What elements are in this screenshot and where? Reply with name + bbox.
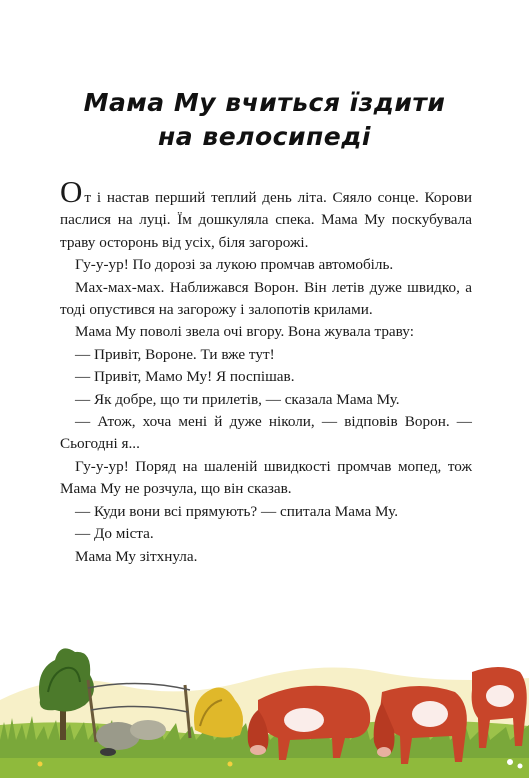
story-paragraph: — До міста. <box>75 525 154 543</box>
story-paragraph: Мах-мах-мах. Наближався Ворон. Він летів дуже швидко, а тоді опустився на загорожу і залопотів крилами. <box>60 278 472 319</box>
meadow-cows-illustration <box>0 630 529 778</box>
flower <box>38 762 43 767</box>
story-paragraph: Мама Му поволі звела очі вгору. Вона жувала траву: <box>75 323 414 341</box>
chapter-title <box>0 86 529 154</box>
story-paragraph: Мама Му зітхнула. <box>75 547 198 565</box>
story-paragraph: — Атож, хоча мені й дуже ніколи, — відповів Ворон. — Сьогодні я... <box>60 413 472 453</box>
drop-cap: О <box>60 174 83 209</box>
story-paragraph: — Привіт, Вороне. Ти вже тут! <box>75 345 275 363</box>
tree-crown <box>39 648 94 711</box>
story-paragraph-text: т і настав перший теплий день літа. Сяяло сонце. Корови паслися на луці. Їм дошкуляла спека. Мама Му поскубувала траву осторонь від усіх, біля загорожі. <box>60 189 472 251</box>
story-text <box>60 174 472 568</box>
story-paragraph: Гу-у-ур! По дорозі за лукою промчав автомобіль. <box>75 256 394 274</box>
flower <box>518 764 523 769</box>
story-paragraph <box>60 174 472 254</box>
story-paragraph: — Привіт, Мамо Му! Я поспішав. <box>75 368 295 386</box>
stone <box>130 720 166 740</box>
story-paragraph: Гу-у-ур! Поряд на шаленій швидкості промчав мопед, тож Мама Му не розчула, що він сказав. <box>60 457 472 498</box>
grass-foreground <box>0 758 529 778</box>
dark-hole <box>100 748 116 756</box>
story-paragraph: — Як добре, що ти прилетів, — сказала Мама Му. <box>75 390 400 408</box>
chapter-title-line-2: на велосипеді <box>158 122 371 151</box>
flower <box>228 762 233 767</box>
flower <box>507 759 513 765</box>
chapter-title-line-1: Мама Му вчиться їздити <box>83 88 446 117</box>
story-paragraph: — Куди вони всі прямують? — спитала Мама Му. <box>75 502 399 520</box>
